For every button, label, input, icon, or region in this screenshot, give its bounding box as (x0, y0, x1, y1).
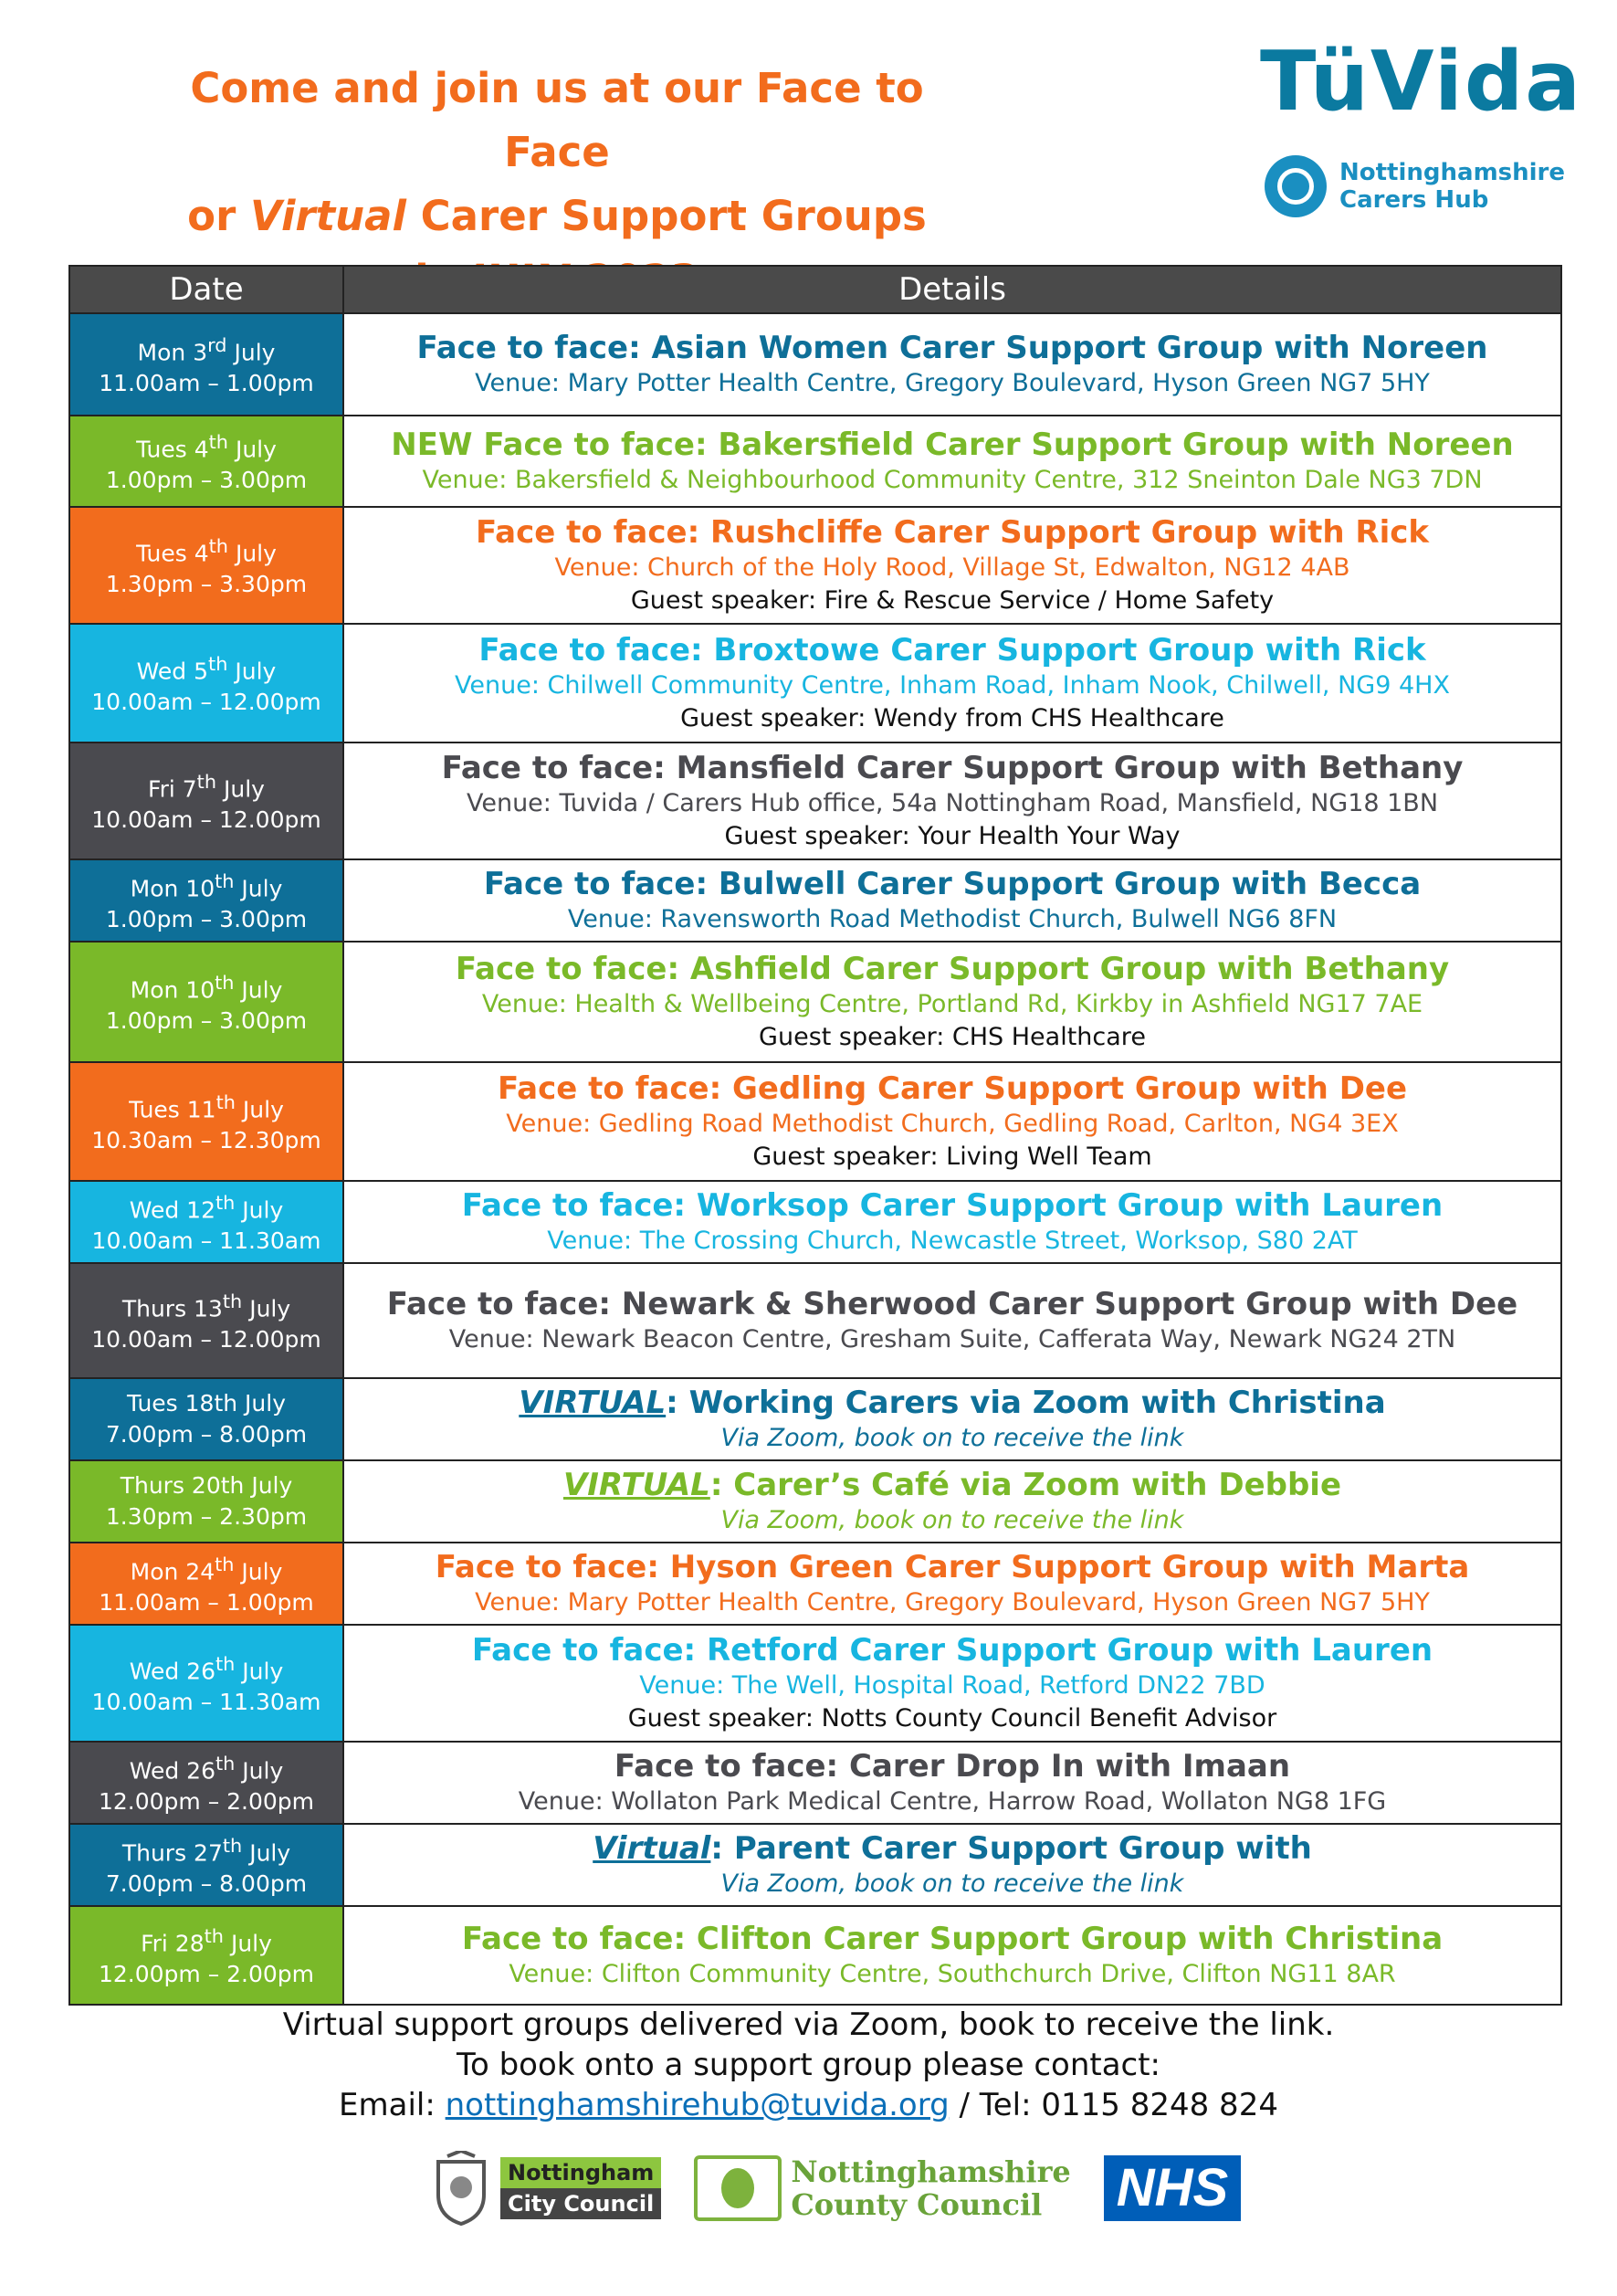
date-suffix: th (215, 1191, 236, 1214)
group-title-text: Face to face: Clifton Carer Support Group with Christina (461, 1921, 1444, 1957)
date-day: Wed 26 (129, 1757, 215, 1785)
date-day: Mon 10 (130, 875, 215, 902)
date-suffix: rd (207, 333, 227, 356)
group-title-text: : Working Carers via Zoom with Christina (666, 1385, 1386, 1421)
table-row (69, 942, 1561, 1062)
venue-text: Venue: The Crossing Church, Newcastle Street, Worksop, S80 2AT (547, 1227, 1358, 1255)
table-row (69, 624, 1561, 743)
date-cell (69, 1378, 343, 1460)
table-row (69, 416, 1561, 507)
group-title-text: Face to face: Asian Women Carer Support Group with Noreen (416, 330, 1488, 366)
date-day: Tues 18th July (126, 1390, 287, 1417)
schedule-table (68, 265, 1562, 2006)
date-cell (69, 624, 343, 743)
table-row (69, 1263, 1561, 1378)
nottinghamshire-county-council-logo (694, 2155, 1070, 2221)
date-suffix: th (208, 534, 229, 557)
guest-speaker: Guest speaker: CHS Healthcare (759, 1023, 1146, 1051)
time-range: 1.00pm – 3.00pm (105, 467, 308, 494)
venue-text: Venue: Bakersfield & Neighbourhood Community Centre, 312 Sneinton Dale NG3 7DN (422, 466, 1483, 494)
date-day: Mon 24 (130, 1558, 215, 1585)
date-line (76, 1286, 337, 1324)
date-line (76, 1921, 337, 1959)
date-cell (69, 1824, 343, 1906)
virtual-label: Virtual (593, 1830, 711, 1867)
date-month: July (235, 1658, 284, 1685)
venue-text: Via Zoom, book on to receive the link (720, 1869, 1184, 1898)
date-suffix: th (222, 1834, 243, 1857)
group-title-text: Face to face: Rushcliffe Carer Support Group with Rick (475, 514, 1430, 551)
details-cell (343, 624, 1561, 743)
date-cell (69, 1181, 343, 1263)
table-row (69, 1824, 1561, 1906)
date-suffix: th (208, 652, 228, 675)
date-day: Tues 4 (136, 540, 209, 567)
date-cell (69, 1625, 343, 1742)
date-suffix: th (215, 1090, 236, 1113)
group-title-text: Face to face: Newark & Sherwood Carer Support Group with Dee (386, 1286, 1518, 1322)
guest-speaker: Guest speaker: Notts County Council Benefit Advisor (627, 1704, 1277, 1733)
date-line (76, 1470, 337, 1501)
time-range: 10.00am – 11.30am (91, 1227, 321, 1255)
date-day: Mon 3 (137, 339, 208, 366)
details-cell (343, 1263, 1561, 1378)
city-line-1: Nottingham (500, 2157, 661, 2188)
venue-text: Venue: Health & Wellbeing Centre, Portland Rd, Kirkby in Ashfield NG17 7AE (481, 990, 1423, 1018)
group-title (350, 1384, 1555, 1422)
date-day: Thurs 13 (121, 1295, 223, 1322)
date-suffix: th (222, 1290, 243, 1312)
venue-text: Venue: Mary Potter Health Centre, Gregory Boulevard, Hyson Green NG7 5HY (475, 369, 1430, 397)
group-title (350, 1747, 1555, 1785)
group-title (350, 631, 1555, 669)
tuvida-logo: TüVida (1260, 34, 1582, 130)
date-month: July (242, 1839, 291, 1867)
date-day: Wed 12 (129, 1196, 215, 1224)
details-cell (343, 1543, 1561, 1625)
time-range: 12.00pm – 2.00pm (98, 1961, 315, 1988)
date-month: July (235, 1757, 284, 1785)
time-range: 7.00pm – 8.00pm (105, 1870, 308, 1898)
time-range: 1.30pm – 3.30pm (105, 571, 308, 598)
carers-hub-logo (1265, 155, 1565, 217)
details-cell (343, 942, 1561, 1062)
table-row (69, 1543, 1561, 1625)
group-title (350, 1285, 1555, 1323)
group-title (350, 1829, 1555, 1868)
group-title (350, 329, 1555, 367)
details-cell (343, 1460, 1561, 1543)
group-title (350, 1548, 1555, 1586)
heading-line-2-prefix: or (187, 192, 250, 240)
date-line (76, 1388, 337, 1419)
heading-virtual-word: Virtual (249, 192, 406, 240)
date-month: July (234, 1558, 283, 1585)
table-row (69, 507, 1561, 624)
city-line-2: City Council (500, 2188, 661, 2219)
group-title-text: : Carer’s Café via Zoom with Debbie (709, 1467, 1342, 1503)
county-line-1: Nottinghamshire (791, 2154, 1071, 2189)
header-date: Date (69, 266, 343, 313)
date-line (76, 648, 337, 687)
date-line (76, 866, 337, 904)
date-suffix: th (196, 770, 217, 793)
crest-icon (429, 2151, 493, 2226)
date-day: Wed 26 (129, 1658, 215, 1685)
group-title (350, 1631, 1555, 1669)
date-day: Tues 11 (129, 1096, 216, 1123)
venue-text: Venue: Tuvida / Carers Hub office, 54a Nottingham Road, Mansfield, NG18 1BN (466, 789, 1439, 817)
date-cell (69, 313, 343, 416)
nottingham-city-council-logo (429, 2151, 661, 2226)
table-row (69, 1460, 1561, 1543)
hub-line-1: Nottinghamshire (1339, 159, 1566, 186)
date-suffix: th (215, 1553, 235, 1575)
date-suffix: th (215, 1752, 236, 1775)
group-title (350, 1186, 1555, 1225)
date-line (76, 330, 337, 368)
group-title-text: Face to face: Ashfield Carer Support Group with Bethany (455, 951, 1450, 987)
time-range: 11.00am – 1.00pm (99, 1589, 314, 1617)
time-range: 10.30am – 12.30pm (91, 1127, 321, 1154)
details-cell (343, 416, 1561, 507)
date-line (76, 1087, 337, 1125)
email-label: Email: (339, 2087, 446, 2123)
table-row (69, 1625, 1561, 1742)
details-cell (343, 1906, 1561, 2005)
guest-speaker: Guest speaker: Fire & Rescue Service / Home Safety (630, 586, 1275, 615)
group-title-text: Face to face: Broxtowe Carer Support Group with Rick (478, 632, 1426, 669)
group-title (350, 865, 1555, 903)
tree-icon (694, 2155, 782, 2221)
venue-text: Venue: Newark Beacon Centre, Gresham Suite, Cafferata Way, Newark NG24 2TN (448, 1325, 1456, 1353)
date-day: Fri 7 (148, 775, 197, 803)
date-month: July (227, 658, 277, 685)
group-title-text: : Parent Carer Support Group with (710, 1830, 1312, 1867)
date-cell (69, 1543, 343, 1625)
date-line (76, 531, 337, 569)
footer (0, 2005, 1617, 2125)
group-title-text: Face to face: Retford Carer Support Group with Lauren (471, 1632, 1433, 1669)
time-range: 1.30pm – 2.30pm (105, 1503, 308, 1530)
details-cell (343, 1824, 1561, 1906)
date-month: July (226, 339, 276, 366)
group-title-text: NEW Face to face: Bakersfield Carer Support Group with Noreen (391, 427, 1514, 463)
carers-hub-icon (1265, 155, 1327, 217)
time-range: 1.00pm – 3.00pm (105, 906, 308, 933)
date-month: July (235, 1196, 284, 1224)
details-cell (343, 859, 1561, 942)
guest-speaker: Guest speaker: Your Health Your Way (724, 822, 1181, 850)
details-cell (343, 313, 1561, 416)
header-details: Details (343, 266, 1561, 313)
group-title-text: Face to face: Carer Drop In with Imaan (614, 1748, 1291, 1785)
group-title (350, 1920, 1555, 1958)
table-row (69, 1181, 1561, 1263)
partner-logos (429, 2151, 1241, 2226)
date-cell (69, 743, 343, 859)
date-day: Wed 5 (136, 658, 209, 685)
guest-speaker: Guest speaker: Wendy from CHS Healthcare (680, 704, 1224, 732)
details-cell (343, 743, 1561, 859)
date-line (76, 1830, 337, 1869)
venue-text: Venue: Mary Potter Health Centre, Gregory Boulevard, Hyson Green NG7 5HY (475, 1588, 1430, 1617)
time-range: 10.00am – 12.00pm (91, 1326, 321, 1353)
venue-text: Via Zoom, book on to receive the link (720, 1506, 1184, 1534)
group-title (350, 426, 1555, 464)
date-day: Thurs 20th July (120, 1472, 293, 1499)
details-cell (343, 507, 1561, 624)
group-title-text: Face to face: Mansfield Carer Support Group with Bethany (441, 750, 1464, 786)
time-range: 10.00am – 12.00pm (91, 689, 321, 716)
date-line (76, 1549, 337, 1587)
table-row (69, 1062, 1561, 1181)
date-month: July (224, 1930, 272, 1957)
venue-text: Venue: Ravensworth Road Methodist Church, Bulwell NG6 8FN (567, 905, 1338, 933)
footer-contact (0, 2085, 1617, 2125)
date-suffix: th (208, 430, 229, 453)
time-range: 12.00pm – 2.00pm (98, 1788, 315, 1816)
date-month: July (235, 1096, 284, 1123)
table-row (69, 1378, 1561, 1460)
date-suffix: th (215, 869, 235, 892)
county-line-2: County Council (791, 2187, 1043, 2222)
date-line (76, 1748, 337, 1786)
date-suffix: th (204, 1924, 224, 1947)
time-range: 11.00am – 1.00pm (99, 370, 314, 397)
table-row (69, 1906, 1561, 2005)
date-cell (69, 1263, 343, 1378)
table-row (69, 743, 1561, 859)
table-row (69, 859, 1561, 942)
group-title (350, 1466, 1555, 1504)
time-range: 10.00am – 11.30am (91, 1689, 321, 1716)
date-cell (69, 942, 343, 1062)
footer-line-1: Virtual support groups delivered via Zoom, book to receive the link. (282, 2006, 1335, 2043)
date-cell (69, 859, 343, 942)
time-range: 10.00am – 12.00pm (91, 806, 321, 834)
date-day: Mon 10 (130, 976, 215, 1004)
table-row (69, 313, 1561, 416)
email-link[interactable]: nottinghamshirehub@tuvida.org (445, 2087, 950, 2123)
date-line (76, 427, 337, 465)
nhs-logo: NHS (1104, 2155, 1241, 2221)
date-suffix: th (215, 1652, 236, 1675)
date-suffix: th (215, 971, 235, 994)
venue-text: Venue: The Well, Hospital Road, Retford DN22 7BD (639, 1671, 1265, 1700)
heading-line-1: Come and join us at our Face to Face (190, 64, 924, 176)
date-line (76, 1648, 337, 1687)
details-cell (343, 1625, 1561, 1742)
date-month: July (234, 976, 283, 1004)
group-title-text: Face to face: Worksop Carer Support Group with Lauren (461, 1187, 1444, 1224)
group-title (350, 513, 1555, 552)
details-cell (343, 1378, 1561, 1460)
group-title-text: Face to face: Gedling Carer Support Group with Dee (497, 1070, 1408, 1107)
date-month: July (228, 436, 277, 463)
venue-text: Venue: Wollaton Park Medical Centre, Harrow Road, Wollaton NG8 1FG (518, 1787, 1387, 1816)
group-title-text: Face to face: Bulwell Carer Support Group with Becca (483, 866, 1422, 902)
details-cell (343, 1181, 1561, 1263)
time-range: 1.00pm – 3.00pm (105, 1007, 308, 1035)
group-title (350, 1069, 1555, 1108)
venue-text: Via Zoom, book on to receive the link (720, 1424, 1184, 1452)
virtual-label: VIRTUAL (562, 1467, 710, 1503)
date-line (76, 766, 337, 805)
venue-text: Venue: Clifton Community Centre, Southchurch Drive, Clifton NG11 8AR (509, 1960, 1396, 1988)
date-cell (69, 1742, 343, 1824)
table-row (69, 1742, 1561, 1824)
date-cell (69, 1906, 343, 2005)
date-month: July (216, 775, 265, 803)
date-cell (69, 1460, 343, 1543)
date-month: July (228, 540, 277, 567)
date-month: July (242, 1295, 291, 1322)
group-title (350, 950, 1555, 988)
date-line (76, 967, 337, 1006)
date-cell (69, 507, 343, 624)
date-day: Fri 28 (141, 1930, 205, 1957)
telephone-text: / Tel: 0115 8248 824 (949, 2087, 1278, 2123)
guest-speaker: Guest speaker: Living Well Team (752, 1143, 1152, 1171)
details-cell (343, 1742, 1561, 1824)
venue-text: Venue: Gedling Road Methodist Church, Gedling Road, Carlton, NG4 3EX (506, 1110, 1399, 1138)
table-header-row (69, 266, 1561, 313)
footer-line-2: To book onto a support group please contact: (456, 2047, 1161, 2083)
venue-text: Venue: Church of the Holy Rood, Village St, Edwalton, NG12 4AB (554, 553, 1350, 582)
time-range: 7.00pm – 8.00pm (105, 1421, 308, 1448)
details-cell (343, 1062, 1561, 1181)
date-line (76, 1187, 337, 1226)
date-day: Tues 4 (136, 436, 209, 463)
date-cell (69, 1062, 343, 1181)
heading-line-2 (137, 184, 977, 248)
date-day: Thurs 27 (121, 1839, 223, 1867)
virtual-label: VIRTUAL (519, 1385, 667, 1421)
group-title-text: Face to face: Hyson Green Carer Support Group with Marta (435, 1549, 1470, 1585)
hub-line-2: Carers Hub (1339, 186, 1489, 214)
group-title (350, 749, 1555, 787)
heading-line-2-suffix: Carer Support Groups (405, 192, 927, 240)
date-cell (69, 416, 343, 507)
date-month: July (234, 875, 283, 902)
venue-text: Venue: Chilwell Community Centre, Inham Road, Inham Nook, Chilwell, NG9 4HX (455, 671, 1450, 700)
